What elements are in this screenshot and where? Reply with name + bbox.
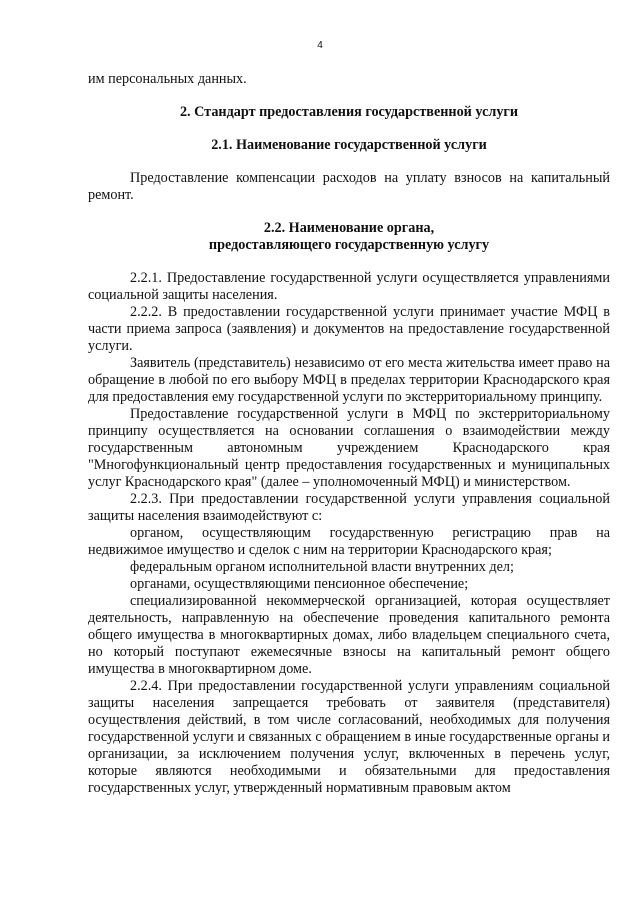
section-2-heading: 2. Стандарт предоставления государственной услуги	[179, 104, 519, 120]
list-item-capital-repair-org: специализированной некоммерческой организацией, которая осуществляет деятельность, направленную на обеспечение проведения капитального ремонта общего имущества в многоквартирных домах, либо владельцем специального счета, но который поступают ежемесячные взносы на капитальный ремонт общего имущества в многоквартирном доме.	[88, 593, 610, 677]
paragraph-applicant-rights: Заявитель (представитель) независимо от его места жительства имеет право на обращение в любой по его выбору МФЦ в пределах территории Краснодарского края для предоставления ему государственной услуги по экстерриториальному принципу.	[88, 355, 610, 405]
section-2-1-text: Предоставление компенсации расходов на уплату взносов на капитальный ремонт.	[88, 170, 610, 203]
section-2-2-heading-line2: предоставляющего государственную услугу	[208, 237, 490, 253]
document-body	[88, 71, 610, 797]
list-item-internal-affairs: федеральным органом исполнительной власти внутренних дел;	[130, 559, 514, 575]
continuation-text: им персональных данных.	[88, 71, 247, 87]
paragraph-2-2-3: 2.2.3. При предоставлении государственной услуги управления социальной защиты населения взаимодействуют с:	[88, 491, 610, 524]
section-2-2-paragraphs	[88, 270, 610, 797]
paragraph-2-2-1: 2.2.1. Предоставление государственной услуги осуществляется управлениями социальной защиты населения.	[88, 270, 610, 303]
paragraph-2-2-2: 2.2.2. В предоставлении государственной услуги принимает участие МФЦ в части приема запроса (заявления) и документов на предоставление государственной услуги.	[88, 304, 610, 354]
paragraph-2-2-4: 2.2.4. При предоставлении государственной услуги управлениям социальной защиты населения запрещается требовать от заявителя (представителя) осуществления действий, в том числе согласований, необходимых для получения государственной услуги и связанных с обращением в иные государственные органы и организации, за исключением получения услуг, включенных в перечень услуг, которые являются необходимыми и обязательными для предоставления государственных услуг, утвержденный нормативным правовым актом	[88, 678, 610, 796]
paragraph-mfc-agreement: Предоставление государственной услуги в МФЦ по экстерриториальному принципу осуществляется на основании соглашения о взаимодействии между государственным автономным учреждением Краснодарского края "Многофункциональный центр предоставления государственных и муниципальных услуг Краснодарского края" (далее – уполномоченный МФЦ) и министерством.	[88, 406, 610, 490]
list-item-pension-bodies: органами, осуществляющими пенсионное обеспечение;	[130, 576, 469, 592]
section-2-1-heading: 2.1. Наименование государственной услуги	[211, 137, 487, 153]
list-item-registration-body: органом, осуществляющим государственную регистрацию прав на недвижимое имущество и сделок с ним на территории Краснодарского края;	[88, 525, 610, 558]
section-2-2-heading-line1: 2.2. Наименование органа,	[263, 220, 435, 236]
page-number: 4	[317, 40, 323, 51]
